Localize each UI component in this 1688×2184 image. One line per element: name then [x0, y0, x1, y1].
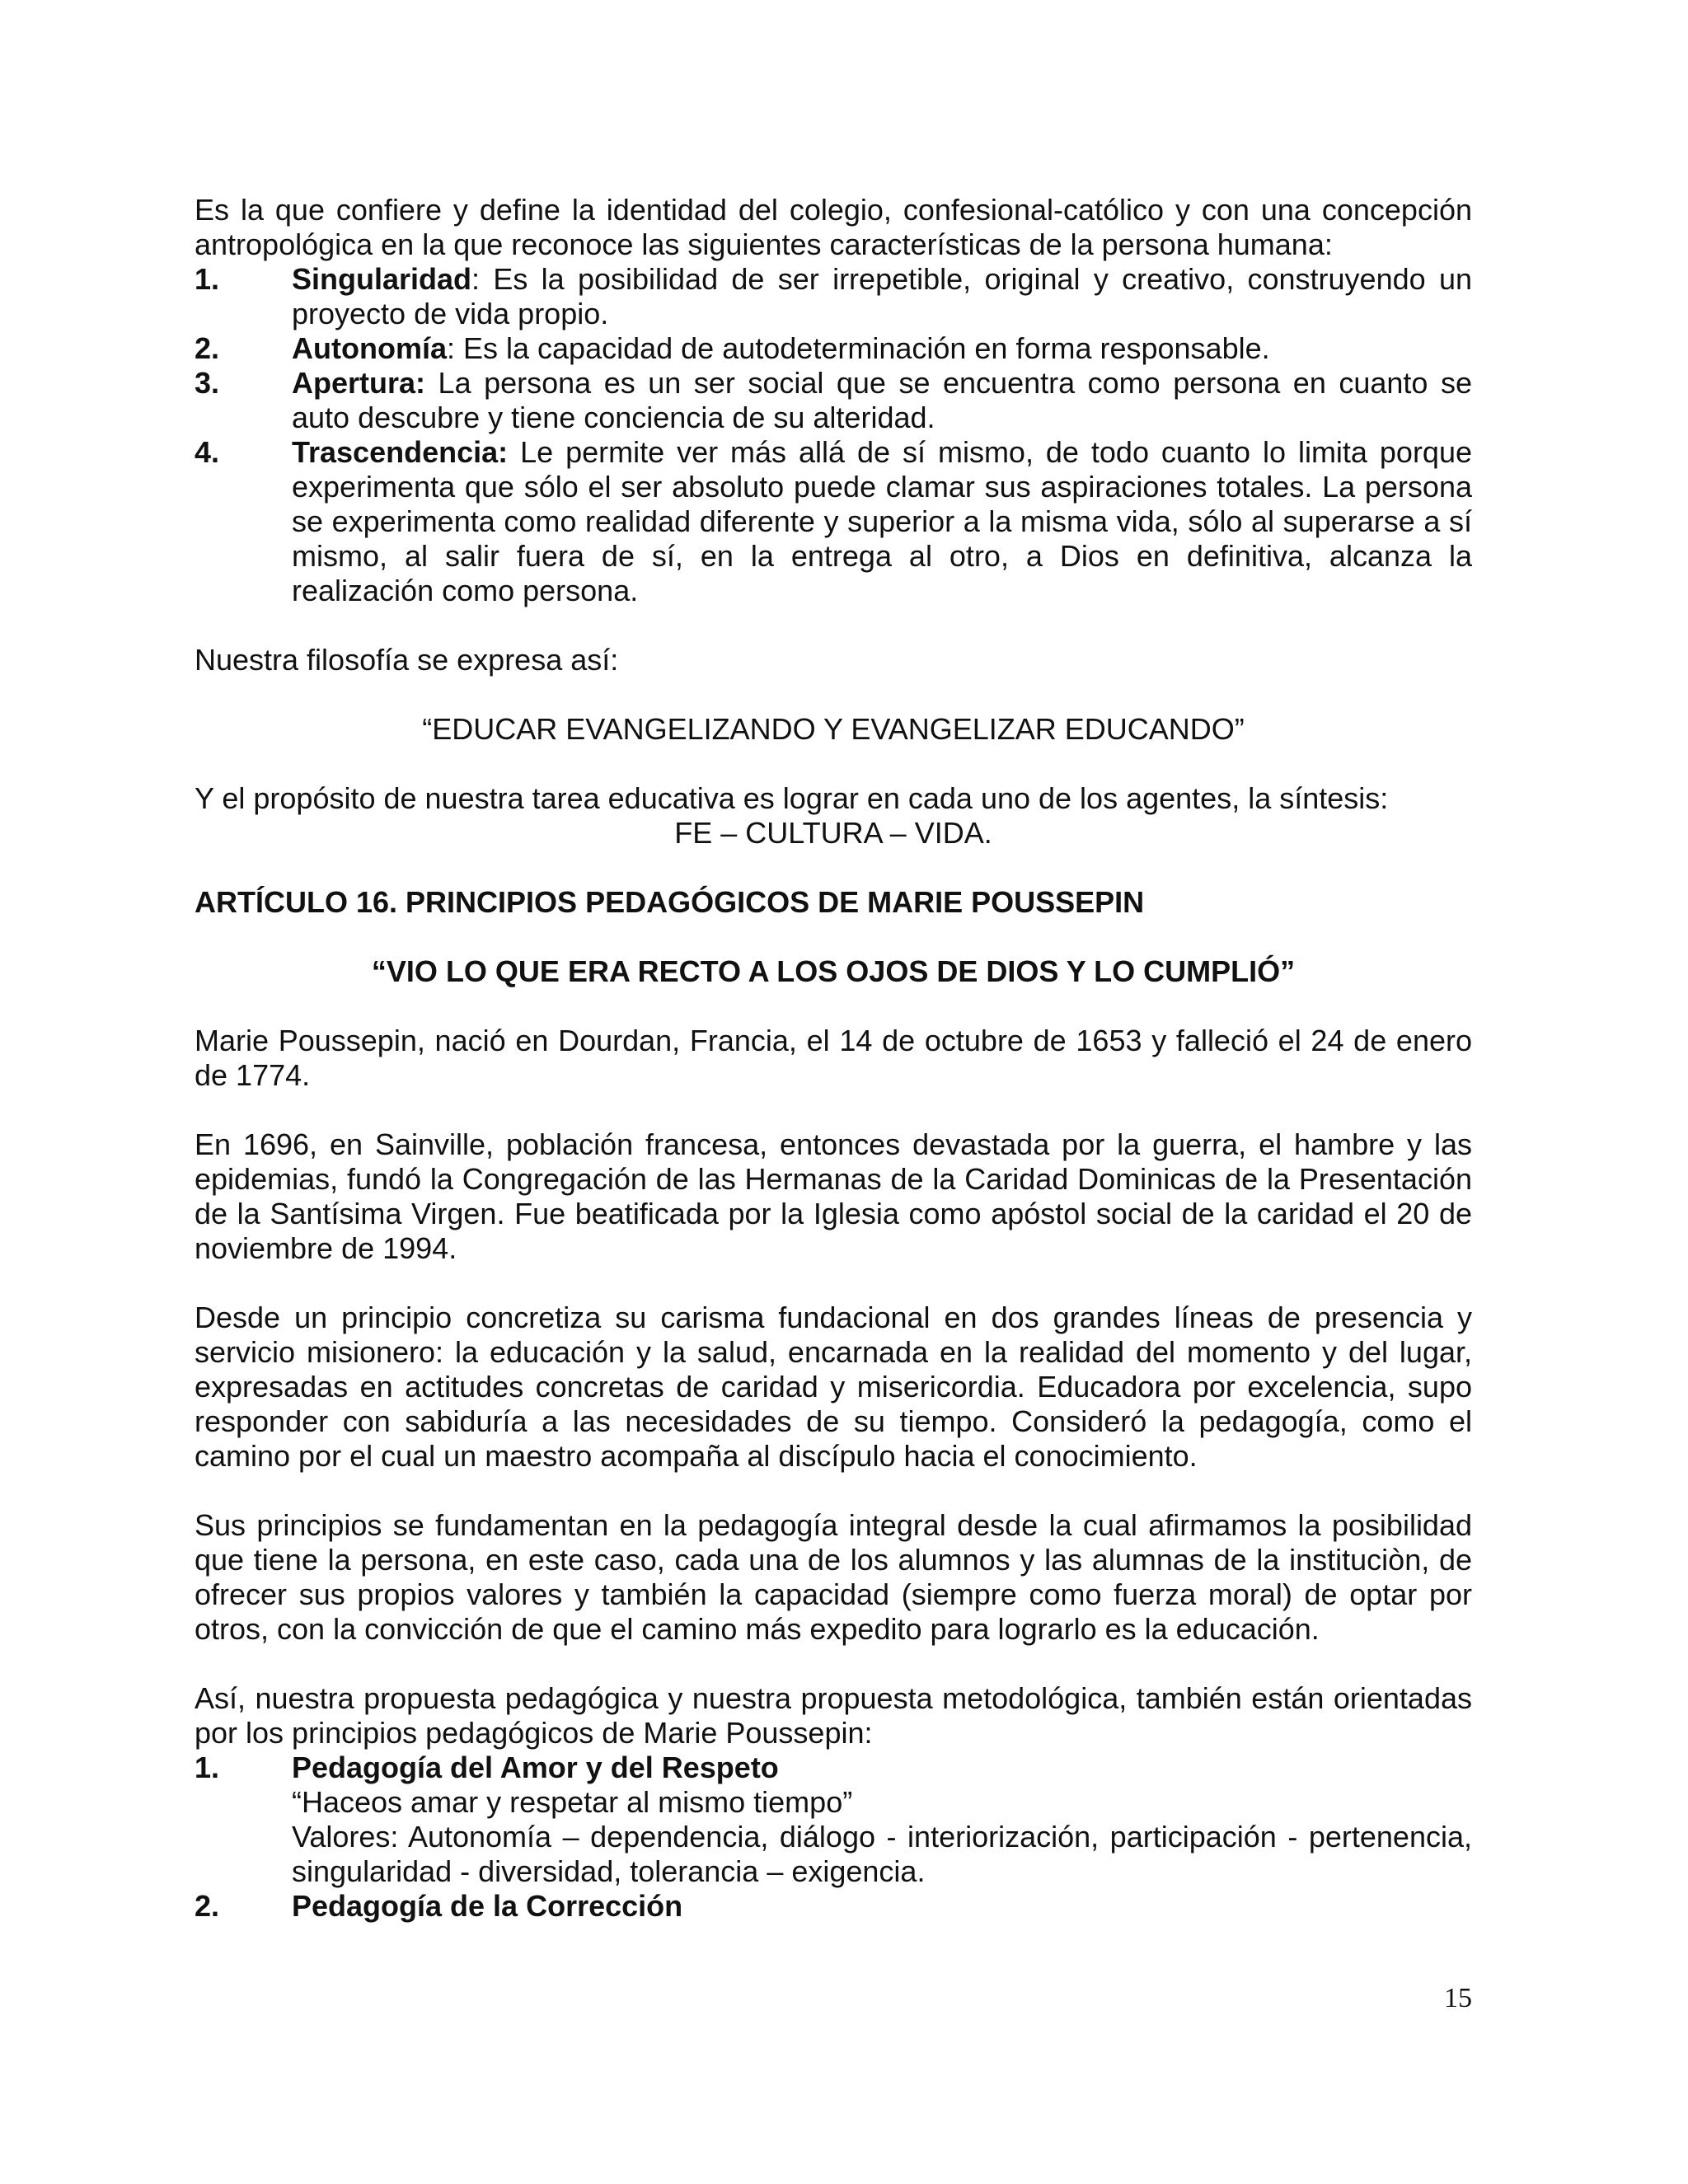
article-quote: “VIO LO QUE ERA RECTO A LOS OJOS DE DIOS Y LO CUMPLIÓ”	[371, 954, 1296, 988]
page-content	[195, 193, 1472, 1924]
item-text: La persona es un ser social que se encuentra como persona en cuanto se auto descubre y tiene conciencia de su alteridad.	[292, 366, 1472, 434]
page-number: 15	[1444, 1983, 1472, 2013]
item-term: Singularidad	[292, 262, 472, 296]
principle-quote: “Haceos amar y respetar al mismo tiempo”	[292, 1785, 853, 1819]
characteristic-item	[195, 366, 1472, 435]
item-number: 1.	[195, 262, 220, 296]
principle-values: Valores: Autonomía – dependencia, diálogo - interiorización, participación - pertenencia, singularidad - diversidad, tolerancia – exigencia.	[292, 1820, 1472, 1888]
body-paragraph: En 1696, en Sainville, población francesa, entonces devastada por la guerra, el hambre y las epidemias, fundó la Congregación de las Hermanas de la Caridad Dominicas de la Presentación de la Santísima Virgen. Fue beatificada por la Iglesia como apóstol social de la caridad el 20 de noviembre de 1994.	[195, 1127, 1472, 1265]
principle-item	[195, 1889, 1472, 1924]
body-paragraph: Sus principios se fundamentan en la pedagogía integral desde la cual afirmamos la posibilidad que tiene la persona, en este caso, cada una de los alumnos y las alumnas de la instituciòn, de ofrecer sus propios valores y también la capacidad (siempre como fuerza moral) de optar por otros, con la convicción de que el camino más expedito para lograrlo es la educación.	[195, 1508, 1472, 1646]
item-term: Apertura:	[292, 366, 426, 400]
item-number: 1.	[195, 1750, 220, 1784]
principle-title: Pedagogía de la Corrección	[292, 1889, 683, 1923]
body-paragraph: Marie Poussepin, nació en Dourdan, Francia, el 14 de octubre de 1653 y falleció el 24 de enero de 1774.	[195, 1024, 1472, 1092]
item-number: 2.	[195, 1889, 220, 1923]
characteristics-list	[195, 262, 1472, 608]
characteristic-item	[195, 435, 1472, 608]
item-term: Trascendencia:	[292, 435, 509, 469]
philosophy-intro: Nuestra filosofía se expresa así:	[195, 643, 619, 677]
body-paragraph: Desde un principio concretiza su carisma fundacional en dos grandes líneas de presencia y servicio misionero: la educación y la salud, encarnada en la realidad del momento y del lugar, expresadas en actitudes concretas de caridad y misericordia. Educadora por excelencia, supo responder con sabiduría a las necesidades de su tiempo. Consideró la pedagogía, como el camino por el cual un maestro acompaña al discípulo hacia el conocimiento.	[195, 1301, 1472, 1473]
item-number: 3.	[195, 366, 220, 400]
article-heading: ARTÍCULO 16. PRINCIPIOS PEDAGÓGICOS DE MARIE POUSSEPIN	[195, 885, 1145, 919]
item-number: 4.	[195, 435, 220, 469]
synthesis-line: FE – CULTURA – VIDA.	[674, 816, 992, 850]
principle-title: Pedagogía del Amor y del Respeto	[292, 1750, 779, 1784]
item-text: Es la capacidad de autodeterminación en forma responsable.	[463, 331, 1270, 365]
principles-list	[195, 1750, 1472, 1924]
characteristic-item: 1. Singularidad: Es la posibilidad de ser irrepetible, original y creativo, construyendo un proyecto de vida propio.	[195, 262, 1472, 330]
item-term: Autonomía	[292, 331, 447, 365]
characteristic-item: 2. Autonomía: Es la capacidad de autodeterminación en forma responsable.	[195, 331, 1270, 365]
body-paragraph: Así, nuestra propuesta pedagógica y nuestra propuesta metodológica, también están orientadas por los principios pedagógicos de Marie Poussepin:	[195, 1681, 1472, 1750]
motto: “EDUCAR EVANGELIZANDO Y EVANGELIZAR EDUCANDO”	[422, 712, 1245, 746]
item-text: Le permite ver más allá de sí mismo, de todo cuanto lo limita porque experimenta que sólo el ser absoluto puede clamar sus aspiraciones totales. La persona se experimenta como realidad diferente y superior a la misma vida, sólo al superarse a sí mismo, al salir fuera de sí, en la entrega al otro, a Dios en definitiva, alcanza la realización como persona.	[292, 435, 1472, 607]
item-number: 2.	[195, 331, 220, 365]
purpose-paragraph: Y el propósito de nuestra tarea educativa es lograr en cada uno de los agentes, la síntesis:	[195, 781, 1389, 815]
principle-item	[195, 1750, 1472, 1889]
item-text: Es la posibilidad de ser irrepetible, original y creativo, construyendo un proyecto de vida propio.	[292, 262, 1472, 330]
intro-paragraph: Es la que confiere y define la identidad del colegio, confesional-católico y con una concepción antropológica en la que reconoce las siguientes características de la persona humana:	[195, 193, 1472, 261]
